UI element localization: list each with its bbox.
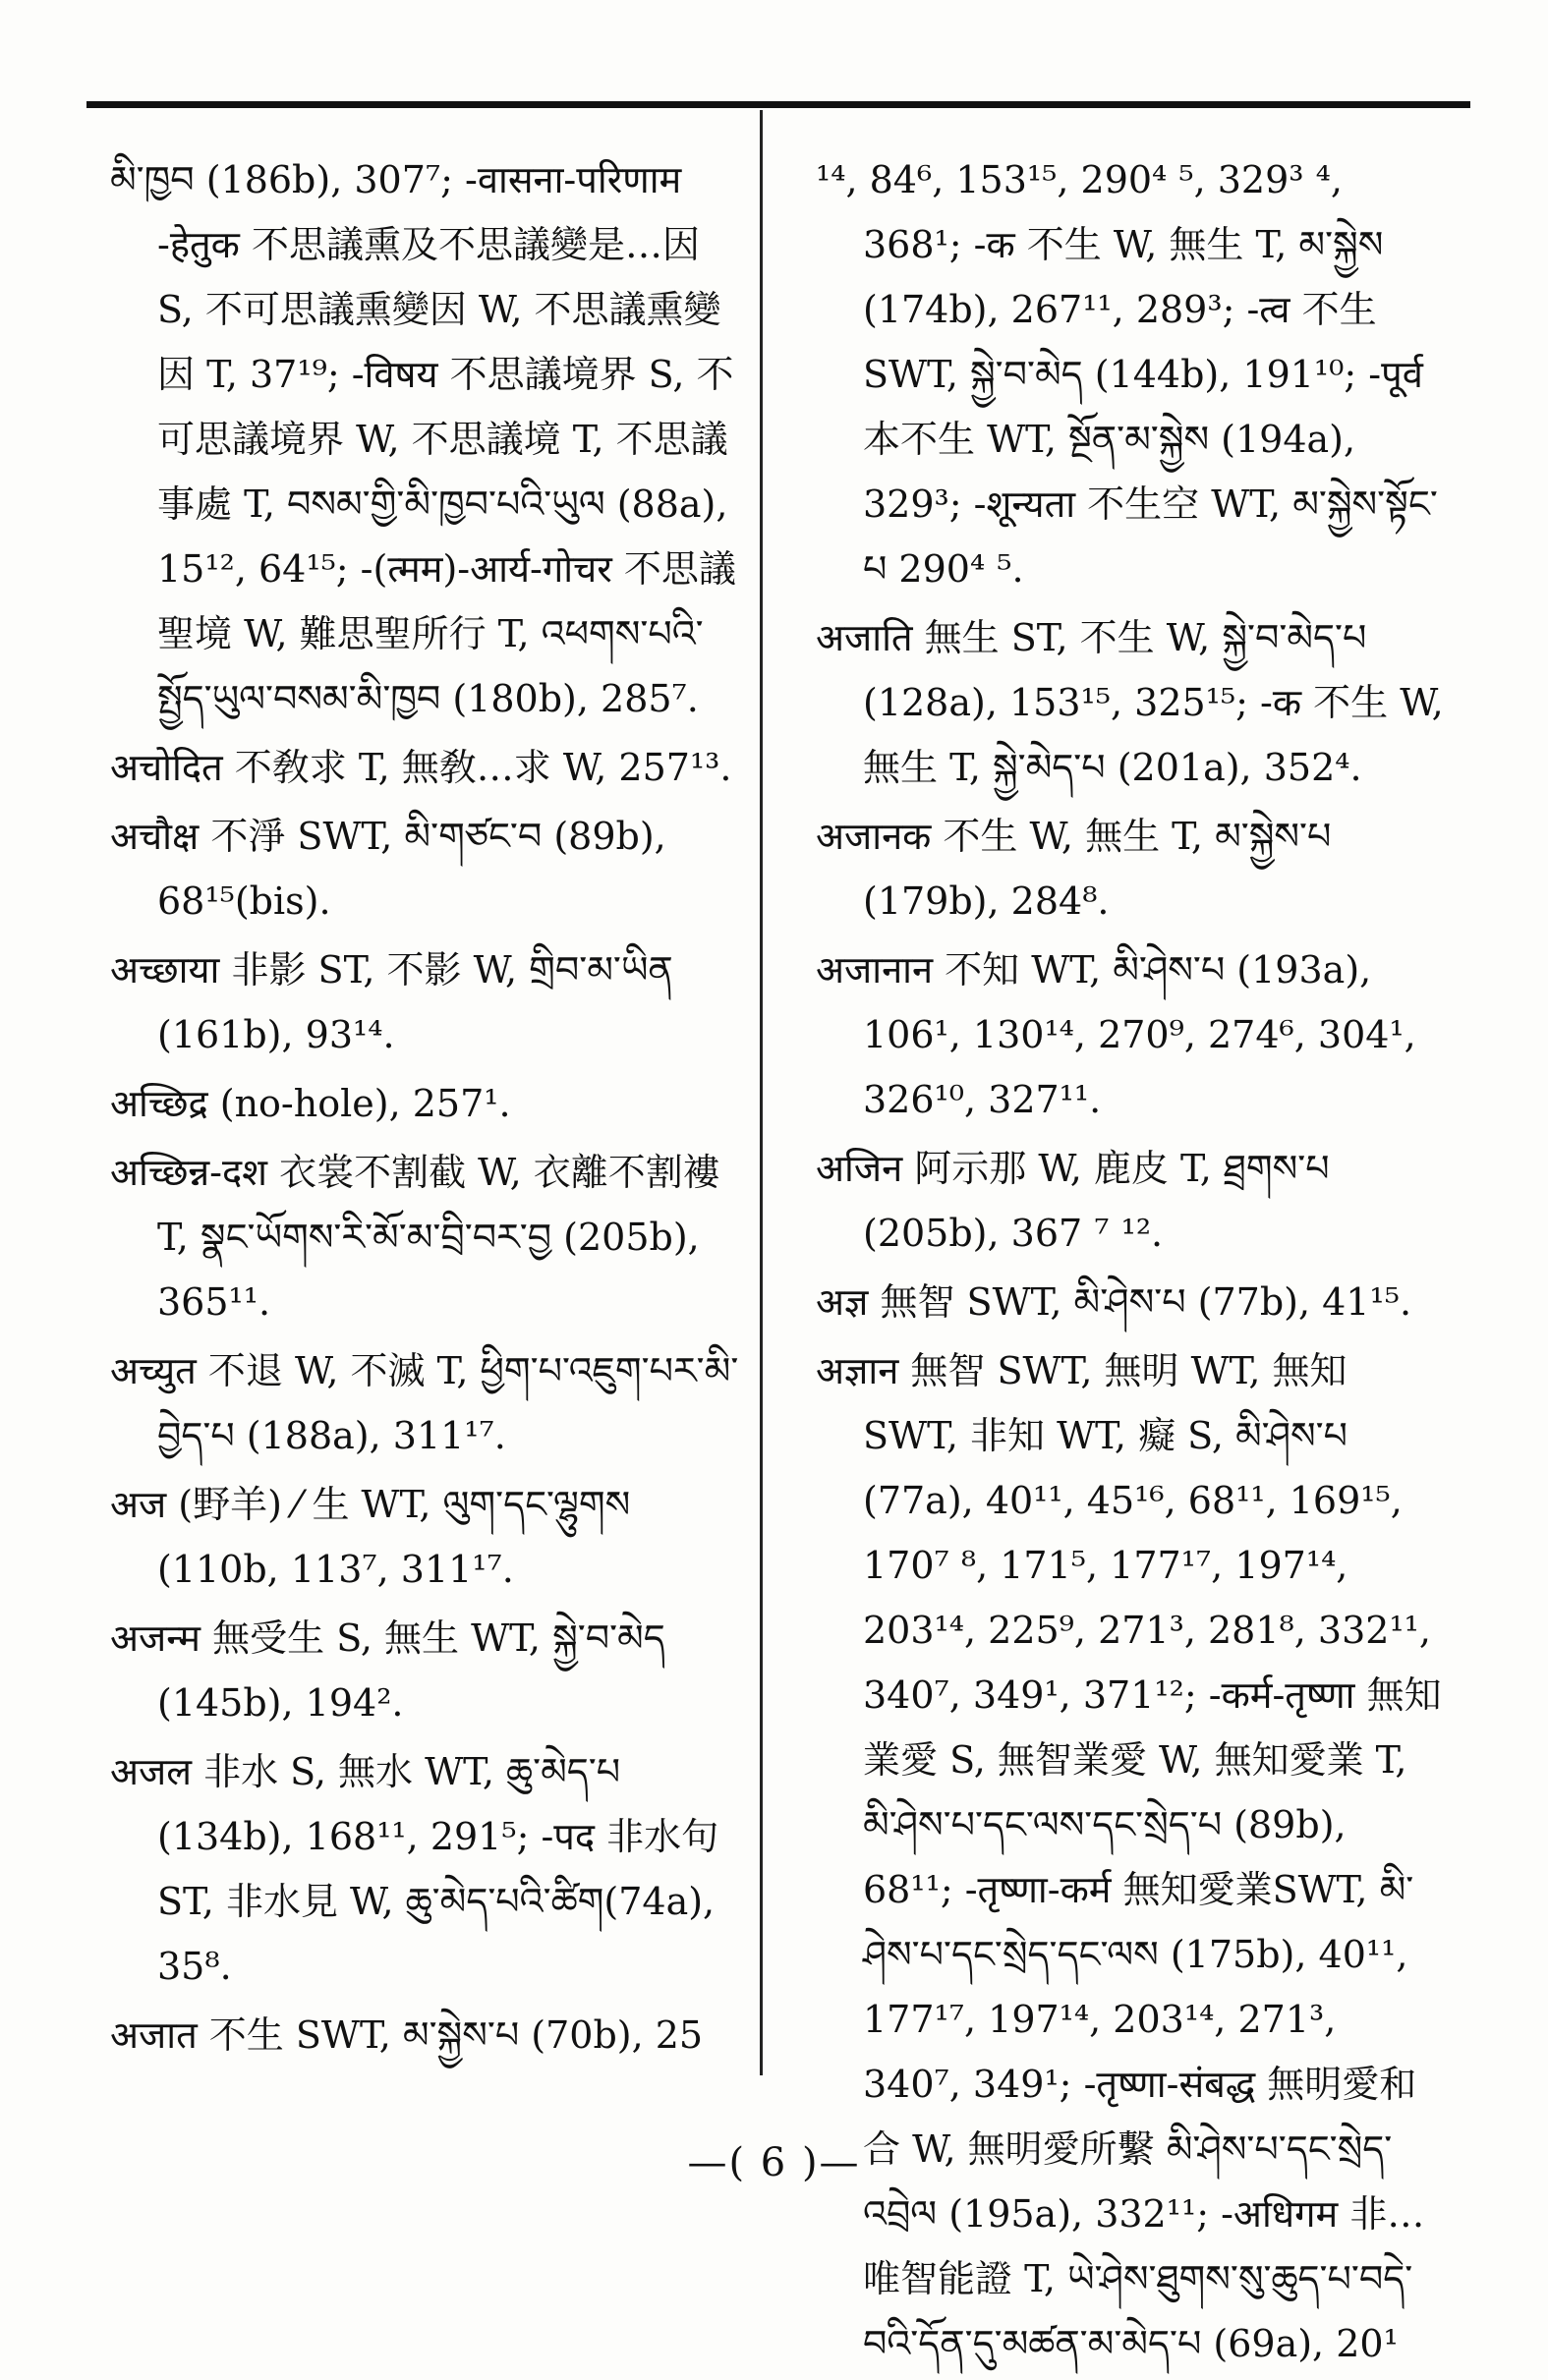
left-column [110, 147, 739, 2071]
dictionary-entry-continuation: མི་ཁྱབ (186b), 307⁷; -वासना-परिणाम -हेतुक 不思議熏及不思議變是…因 S, 不可思議熏變因 W, 不思議熏變因 T, 37¹⁹; -विषय 不思議境界 S, 不可思議境界 W, 不思議境 T, 不思議事處 T, བསམ་གྱི་མི་ཁྱབ་པའི་ཡུལ (88a), 15¹², 64¹⁵; -(त्मम)-आर्य-गोचर 不思議聖境 W, 難思聖所行 T, འཕགས་པའི་སྤྱོད་ཡུལ་བསམ་མི་ཁྱབ (180b), 285⁷. [110, 158, 736, 720]
dictionary-entry: अजल 非水 S, 無水 WT, ཆུ་མེད་པ (134b), 168¹¹, 291⁵; -पद 非水句 ST, 非水見 W, ཆུ་མེད་པའི་ཚིག(74a), 35⁸. [110, 1750, 719, 1988]
dictionary-entry: अज्ञान 無智 SWT, 無明 WT, 無知 SWT, 非知 WT, 癡 S, མི་ཤེས་པ (77a), 40¹¹, 45¹⁶, 68¹¹, 169¹⁵, 170⁷ ⁸, 171⁵, 177¹⁷, 197¹⁴, 203¹⁴, 225⁹, 271³, 281⁸, 332¹¹, 340⁷, 349¹, 371¹²; -कर्म-तृष्णा 無知業愛 S, 無智業愛 W, 無知愛業 T, མི་ཤེས་པ་དང་ལས་དང་སྲེད་པ (89b), 68¹¹; -तृष्णा-कर्म 無知愛業SWT, མི་ཤེས་པ་དང་སྲེད་དང་ལས (175b), 40¹¹, 177¹⁷, 197¹⁴, 203¹⁴, 271³, 340⁷, 349¹; -तृष्णा-संबद्ध 無明愛和合 W, 無明愛所繫 མི་ཤེས་པ་དང་སྲེད་འབྲེལ (195a), 332¹¹; -अधिगम 非…唯智能證 T, ཡེ་ཤེས་ཐུགས་སུ་ཆུད་པ་བདེ་བའི་དོན་དུ་མཚན་མ་མེད་པ (69a), 20¹ [816, 1349, 1442, 2365]
dictionary-entry: अजिन 阿示那 W, 鹿皮 T, ཐྲགས་པ (205b), 367 ⁷ ¹². [816, 1147, 1330, 1255]
dictionary-entry: अज्ञ 無智 SWT, མི་ཤེས་པ (77b), 41¹⁵. [816, 1280, 1412, 1324]
dictionary-entry: अच्छिन्न-दश 衣裳不割截 W, 衣離不割褸 T, སྣང་ཡོགས་རི་མོ་མ་བྲི་བར་བྱ (205b), 365¹¹. [110, 1151, 720, 1324]
dictionary-entry: अजन्म 無受生 S, 無生 WT, སྐྱེ་བ་མེད (145b), 194². [110, 1616, 665, 1725]
dictionary-entry: अच्युत 不退 W, 不滅 T, ཕྱིག་པ་འཇུག་པར་མི་བྱེད་པ (188a), 311¹⁷. [110, 1349, 739, 1457]
column-divider [760, 110, 763, 2075]
dictionary-entry: अच्छिद्र (no-hole), 257¹. [110, 1082, 511, 1125]
top-rule [86, 101, 1470, 108]
dictionary-entry-continuation: ¹⁴, 84⁶, 153¹⁵, 290⁴ ⁵, 329³ ⁴, 368¹; -क 不生 W, 無生 T, མ་སྐྱེས (174b), 267¹¹, 289³; -त्व 不生 SWT, སྐྱེ་བ་མེད (144b), 191¹⁰; -पूर्व 本不生 WT, སྔོན་མ་སྐྱེས (194a), 329³; -शून्यता 不生空 WT, མ་སྐྱེས་སྟོང་པ 290⁴ ⁵. [816, 158, 1438, 591]
dictionary-entry: अजाति 無生 ST, 不生 W, སྐྱེ་བ་མེད་པ (128a), 153¹⁵, 325¹⁵; -क 不生 W, 無生 T, སྐྱེ་མེད་པ (201a), 352⁴. [816, 616, 1444, 789]
dictionary-entry: अजात 不生 SWT, མ་སྐྱེས་པ (70b), 25 [110, 2013, 704, 2057]
dictionary-entry: अजानक 不生 W, 無生 T, མ་སྐྱེས་པ (179b), 284⁸. [816, 815, 1332, 923]
dictionary-entry: अचोदित 不敎求 T, 無敎…求 W, 257¹³. [110, 746, 732, 789]
right-column [816, 147, 1445, 2380]
dictionary-entry: अजानान 不知 WT, མི་ཤེས་པ (193a), 106¹, 130¹⁴, 270⁹, 274⁶, 304¹, 326¹⁰, 327¹¹. [816, 948, 1416, 1121]
dictionary-entry: अज (野羊) ⁄ 生 WT, ལུག་དང་ལྷུགས (110b, 113⁷, 311¹⁷. [110, 1483, 631, 1591]
dictionary-entry: अच्छाया 非影 ST, 不影 W, གྲིབ་མ་ཡིན (161b), 93¹⁴. [110, 948, 673, 1056]
page-number: —( 6 )— [687, 2140, 861, 2185]
dictionary-entry: अचौक्ष 不淨 SWT, མི་གཙང་བ (89b), 68¹⁵(bis). [110, 815, 666, 923]
